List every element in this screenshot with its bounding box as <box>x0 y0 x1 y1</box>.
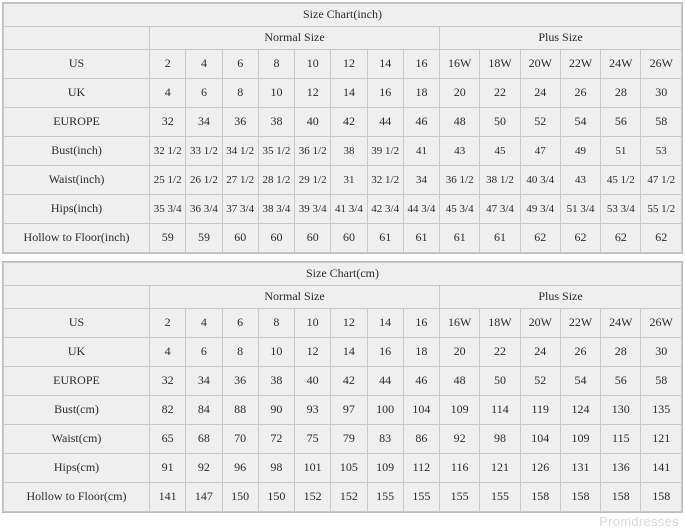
cell: 50 <box>480 108 520 137</box>
cell: 92 <box>440 425 480 454</box>
cell: 6 <box>222 309 258 338</box>
cell: 32 1/2 <box>367 166 403 195</box>
row-label-bust: Bust(cm) <box>4 396 150 425</box>
size-chart-inch-table <box>3 3 682 253</box>
cell: 8 <box>222 338 258 367</box>
cell: 92 <box>186 454 222 483</box>
table-row <box>4 224 682 253</box>
cell: 41 <box>403 137 439 166</box>
cell: 70 <box>222 425 258 454</box>
cell: 61 <box>440 224 480 253</box>
table-row <box>4 454 682 483</box>
cell: 158 <box>641 483 682 512</box>
cell: 152 <box>331 483 367 512</box>
cell: 36 3/4 <box>186 195 222 224</box>
cell: 45 3/4 <box>440 195 480 224</box>
cell: 16 <box>403 309 439 338</box>
cell: 40 <box>295 367 331 396</box>
chart-group-row <box>4 286 682 309</box>
table-row <box>4 338 682 367</box>
cell: 38 <box>331 137 367 166</box>
cell: 52 <box>520 367 560 396</box>
cell: 56 <box>601 367 641 396</box>
cell: 14 <box>331 338 367 367</box>
row-label-us: US <box>4 50 150 79</box>
cell: 16 <box>403 50 439 79</box>
cell: 58 <box>641 367 682 396</box>
cell: 4 <box>186 309 222 338</box>
cell: 75 <box>295 425 331 454</box>
cell: 53 3/4 <box>601 195 641 224</box>
cell: 8 <box>258 50 294 79</box>
size-chart-inch <box>2 2 683 254</box>
cell: 109 <box>560 425 600 454</box>
chart-title-row <box>4 263 682 286</box>
cell: 43 <box>440 137 480 166</box>
cell: 16W <box>440 309 480 338</box>
table-row <box>4 195 682 224</box>
cell: 44 <box>367 367 403 396</box>
cell: 36 <box>222 367 258 396</box>
cell: 22W <box>560 50 600 79</box>
cell: 40 <box>295 108 331 137</box>
row-label-europe: EUROPE <box>4 367 150 396</box>
cell: 49 3/4 <box>520 195 560 224</box>
cell: 26W <box>641 309 682 338</box>
cell: 96 <box>222 454 258 483</box>
cell: 60 <box>222 224 258 253</box>
cell: 20W <box>520 50 560 79</box>
cell: 26 1/2 <box>186 166 222 195</box>
cell: 61 <box>480 224 520 253</box>
cell: 131 <box>560 454 600 483</box>
cell: 12 <box>331 50 367 79</box>
cell: 45 1/2 <box>601 166 641 195</box>
row-label-waist: Waist(cm) <box>4 425 150 454</box>
cell: 24W <box>601 309 641 338</box>
cell: 53 <box>641 137 682 166</box>
cell: 6 <box>186 338 222 367</box>
cell: 62 <box>641 224 682 253</box>
cell: 6 <box>222 50 258 79</box>
table-row <box>4 137 682 166</box>
cell: 158 <box>601 483 641 512</box>
cell: 26W <box>641 50 682 79</box>
cell: 158 <box>520 483 560 512</box>
cell: 109 <box>367 454 403 483</box>
cell: 39 3/4 <box>295 195 331 224</box>
cell: 141 <box>150 483 186 512</box>
cell: 62 <box>520 224 560 253</box>
cell: 32 1/2 <box>150 137 186 166</box>
cell: 26 <box>560 79 600 108</box>
table-row <box>4 425 682 454</box>
cell: 38 <box>258 367 294 396</box>
size-chart-page <box>0 2 685 531</box>
cell: 38 1/2 <box>480 166 520 195</box>
cell: 24W <box>601 50 641 79</box>
cell: 34 <box>403 166 439 195</box>
row-label-uk: UK <box>4 79 150 108</box>
cell: 50 <box>480 367 520 396</box>
cell: 51 <box>601 137 641 166</box>
cell: 2 <box>150 309 186 338</box>
group-header-normal: Normal Size <box>150 27 440 50</box>
cell: 42 <box>331 367 367 396</box>
cell: 38 <box>258 108 294 137</box>
row-label-hips: Hips(inch) <box>4 195 150 224</box>
cell: 43 <box>560 166 600 195</box>
cell: 47 <box>520 137 560 166</box>
row-label-uk: UK <box>4 338 150 367</box>
table-row <box>4 309 682 338</box>
cell: 18W <box>480 309 520 338</box>
cell: 14 <box>367 50 403 79</box>
cell: 55 1/2 <box>641 195 682 224</box>
table-row <box>4 108 682 137</box>
cell: 10 <box>295 50 331 79</box>
cell: 114 <box>480 396 520 425</box>
table-row <box>4 483 682 512</box>
cell: 36 1/2 <box>440 166 480 195</box>
cell: 34 1/2 <box>222 137 258 166</box>
cell: 2 <box>150 50 186 79</box>
cell: 124 <box>560 396 600 425</box>
corner-cell <box>4 27 150 50</box>
cell: 26 <box>560 338 600 367</box>
cell: 18W <box>480 50 520 79</box>
table-row <box>4 367 682 396</box>
cell: 46 <box>403 108 439 137</box>
chart-title-row <box>4 4 682 27</box>
size-chart-cm-table <box>3 262 682 512</box>
cell: 4 <box>150 338 186 367</box>
cell: 100 <box>367 396 403 425</box>
cell: 65 <box>150 425 186 454</box>
cell: 126 <box>520 454 560 483</box>
cell: 35 3/4 <box>150 195 186 224</box>
cell: 62 <box>560 224 600 253</box>
cell: 16 <box>367 338 403 367</box>
cell: 22W <box>560 309 600 338</box>
cell: 28 <box>601 338 641 367</box>
cell: 130 <box>601 396 641 425</box>
cell: 24 <box>520 338 560 367</box>
cell: 109 <box>440 396 480 425</box>
cell: 36 1/2 <box>295 137 331 166</box>
cell: 51 3/4 <box>560 195 600 224</box>
chart-title: Size Chart(inch) <box>4 4 682 27</box>
cell: 24 <box>520 79 560 108</box>
cell: 4 <box>150 79 186 108</box>
table-row <box>4 396 682 425</box>
cell: 54 <box>560 108 600 137</box>
cell: 6 <box>186 79 222 108</box>
cell: 155 <box>367 483 403 512</box>
cell: 61 <box>367 224 403 253</box>
cell: 86 <box>403 425 439 454</box>
cell: 68 <box>186 425 222 454</box>
cell: 150 <box>258 483 294 512</box>
cell: 101 <box>295 454 331 483</box>
cell: 58 <box>641 108 682 137</box>
row-label-us: US <box>4 309 150 338</box>
cell: 61 <box>403 224 439 253</box>
table-row <box>4 50 682 79</box>
cell: 10 <box>295 309 331 338</box>
cell: 10 <box>258 79 294 108</box>
chart-title: Size Chart(cm) <box>4 263 682 286</box>
cell: 44 3/4 <box>403 195 439 224</box>
cell: 38 3/4 <box>258 195 294 224</box>
cell: 155 <box>403 483 439 512</box>
cell: 30 <box>641 338 682 367</box>
cell: 32 <box>150 367 186 396</box>
cell: 20 <box>440 338 480 367</box>
cell: 22 <box>480 338 520 367</box>
cell: 20 <box>440 79 480 108</box>
cell: 135 <box>641 396 682 425</box>
cell: 59 <box>150 224 186 253</box>
group-header-normal: Normal Size <box>150 286 440 309</box>
cell: 8 <box>222 79 258 108</box>
cell: 88 <box>222 396 258 425</box>
cell: 36 <box>222 108 258 137</box>
cell: 14 <box>331 79 367 108</box>
cell: 147 <box>186 483 222 512</box>
cell: 136 <box>601 454 641 483</box>
cell: 104 <box>520 425 560 454</box>
cell: 59 <box>186 224 222 253</box>
cell: 42 <box>331 108 367 137</box>
cell: 12 <box>295 338 331 367</box>
row-label-hollow-to-floor: Hollow to Floor(cm) <box>4 483 150 512</box>
cell: 28 1/2 <box>258 166 294 195</box>
table-row <box>4 166 682 195</box>
cell: 33 1/2 <box>186 137 222 166</box>
row-label-waist: Waist(inch) <box>4 166 150 195</box>
cell: 28 <box>601 79 641 108</box>
cell: 16 <box>367 79 403 108</box>
cell: 12 <box>331 309 367 338</box>
cell: 25 1/2 <box>150 166 186 195</box>
cell: 121 <box>641 425 682 454</box>
cell: 72 <box>258 425 294 454</box>
cell: 97 <box>331 396 367 425</box>
row-label-europe: EUROPE <box>4 108 150 137</box>
row-label-bust: Bust(inch) <box>4 137 150 166</box>
cell: 116 <box>440 454 480 483</box>
cell: 158 <box>560 483 600 512</box>
cell: 155 <box>480 483 520 512</box>
cell: 4 <box>186 50 222 79</box>
cell: 91 <box>150 454 186 483</box>
cell: 84 <box>186 396 222 425</box>
cell: 112 <box>403 454 439 483</box>
row-label-hollow-to-floor: Hollow to Floor(inch) <box>4 224 150 253</box>
cell: 56 <box>601 108 641 137</box>
cell: 49 <box>560 137 600 166</box>
cell: 104 <box>403 396 439 425</box>
group-header-plus: Plus Size <box>440 286 682 309</box>
cell: 14 <box>367 309 403 338</box>
table-row <box>4 79 682 108</box>
cell: 27 1/2 <box>222 166 258 195</box>
cell: 29 1/2 <box>295 166 331 195</box>
cell: 46 <box>403 367 439 396</box>
cell: 47 3/4 <box>480 195 520 224</box>
cell: 44 <box>367 108 403 137</box>
cell: 105 <box>331 454 367 483</box>
cell: 8 <box>258 309 294 338</box>
cell: 34 <box>186 108 222 137</box>
cell: 52 <box>520 108 560 137</box>
cell: 12 <box>295 79 331 108</box>
chart-group-row <box>4 27 682 50</box>
cell: 152 <box>295 483 331 512</box>
cell: 48 <box>440 108 480 137</box>
cell: 121 <box>480 454 520 483</box>
cell: 35 1/2 <box>258 137 294 166</box>
size-chart-cm <box>2 261 683 513</box>
cell: 16W <box>440 50 480 79</box>
cell: 18 <box>403 79 439 108</box>
cell: 115 <box>601 425 641 454</box>
cell: 22 <box>480 79 520 108</box>
cell: 93 <box>295 396 331 425</box>
row-label-hips: Hips(cm) <box>4 454 150 483</box>
cell: 98 <box>480 425 520 454</box>
cell: 98 <box>258 454 294 483</box>
cell: 62 <box>601 224 641 253</box>
cell: 42 3/4 <box>367 195 403 224</box>
cell: 82 <box>150 396 186 425</box>
cell: 34 <box>186 367 222 396</box>
cell: 39 1/2 <box>367 137 403 166</box>
cell: 150 <box>222 483 258 512</box>
cell: 60 <box>331 224 367 253</box>
watermark: Promdresses <box>599 514 679 529</box>
cell: 31 <box>331 166 367 195</box>
cell: 155 <box>440 483 480 512</box>
cell: 79 <box>331 425 367 454</box>
group-header-plus: Plus Size <box>440 27 682 50</box>
cell: 48 <box>440 367 480 396</box>
cell: 18 <box>403 338 439 367</box>
cell: 45 <box>480 137 520 166</box>
cell: 30 <box>641 79 682 108</box>
cell: 60 <box>295 224 331 253</box>
corner-cell <box>4 286 150 309</box>
cell: 83 <box>367 425 403 454</box>
cell: 60 <box>258 224 294 253</box>
cell: 41 3/4 <box>331 195 367 224</box>
cell: 32 <box>150 108 186 137</box>
cell: 40 3/4 <box>520 166 560 195</box>
cell: 10 <box>258 338 294 367</box>
cell: 47 1/2 <box>641 166 682 195</box>
cell: 90 <box>258 396 294 425</box>
cell: 20W <box>520 309 560 338</box>
cell: 37 3/4 <box>222 195 258 224</box>
cell: 141 <box>641 454 682 483</box>
cell: 119 <box>520 396 560 425</box>
cell: 54 <box>560 367 600 396</box>
